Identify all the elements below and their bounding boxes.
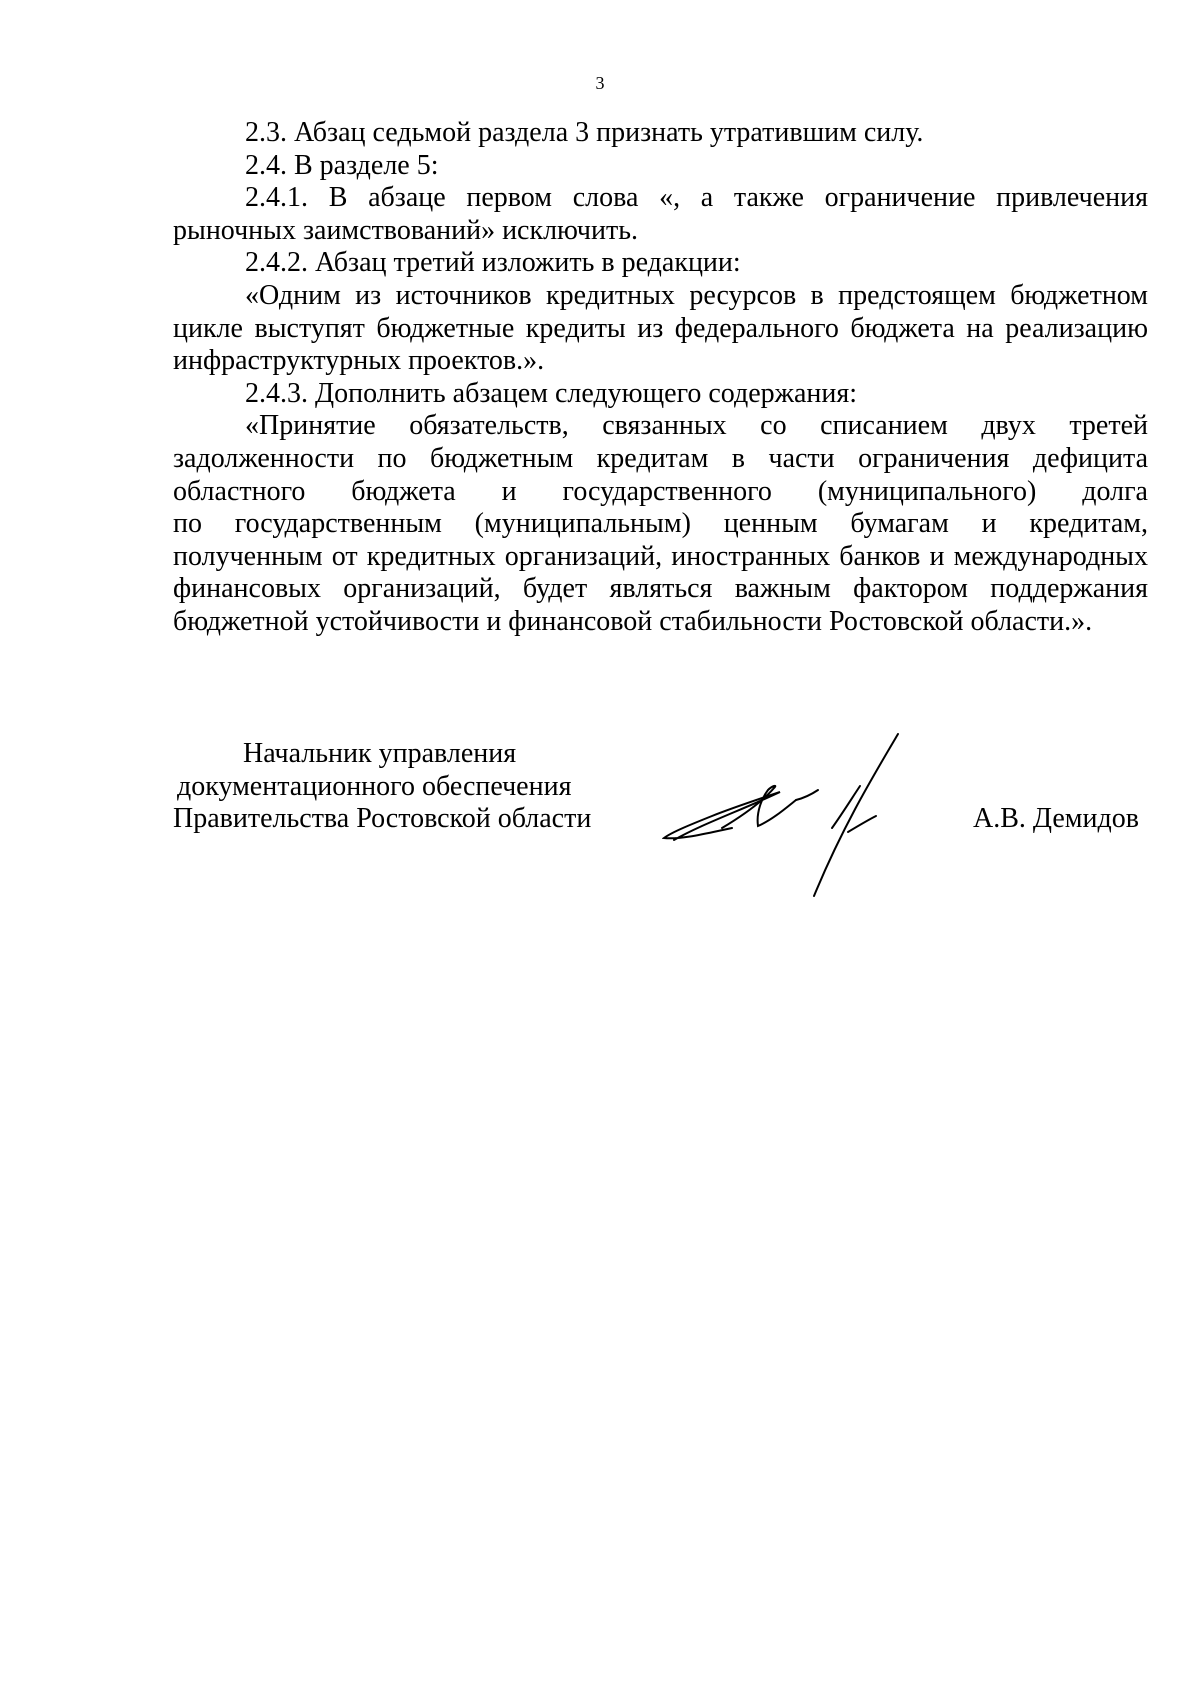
- quote-1-line-1: «Одним из источников кредитных ресурсов в предстоящем бюджетном: [245, 279, 1148, 311]
- paragraph-2-4-1-line-2: рыночных заимствований» исключить.: [173, 214, 638, 246]
- signatory-title-line-2: документационного обеспечения: [177, 770, 572, 802]
- paragraph-2-3: 2.3. Абзац седьмой раздела 3 признать утратившим силу.: [245, 117, 924, 148]
- document-body: [173, 117, 1148, 639]
- paragraph-2-4: 2.4. В разделе 5:: [245, 149, 439, 181]
- quote-2-line-2: задолженности по бюджетным кредитам в части ограничения дефицита: [173, 442, 1148, 474]
- quote-1-line-3: инфраструктурных проектов.».: [173, 345, 545, 377]
- signer-name: А.В. Демидов: [973, 803, 1139, 834]
- paragraph-2-4-2: 2.4.2. Абзац третий изложить в редакции:: [245, 247, 741, 279]
- paragraph-2-4-1-line-1: 2.4.1. В абзаце первом слова «, а также ограничение привлечения: [245, 182, 1148, 214]
- signatory-title-line-1: Начальник управления: [243, 738, 517, 769]
- quote-2-line-6: финансовых организаций, будет являться важным фактором поддержания: [173, 573, 1148, 605]
- paragraph-2-4-3: 2.4.3. Дополнить абзацем следующего содержания:: [245, 377, 858, 409]
- quote-2-line-7: бюджетной устойчивости и финансовой стабильности Ростовской области.».: [173, 605, 1093, 637]
- quote-1-line-2: цикле выступят бюджетные кредиты из федерального бюджета на реализацию: [173, 312, 1148, 344]
- quote-2-line-4: по государственным (муниципальным) ценным бумагам и кредитам,: [173, 508, 1148, 540]
- page-number: 3: [595, 73, 605, 93]
- handwritten-signature: [662, 728, 962, 898]
- quote-2-line-3: областного бюджета и государственного (муниципального) долга: [173, 475, 1148, 507]
- signatory-title-line-3: Правительства Ростовской области: [173, 803, 592, 835]
- quote-2-line-1: «Принятие обязательств, связанных со списанием двух третей: [245, 410, 1148, 442]
- signatory-title: [173, 738, 591, 836]
- quote-2-line-5: полученным от кредитных организаций, иностранных банков и международных: [173, 540, 1148, 572]
